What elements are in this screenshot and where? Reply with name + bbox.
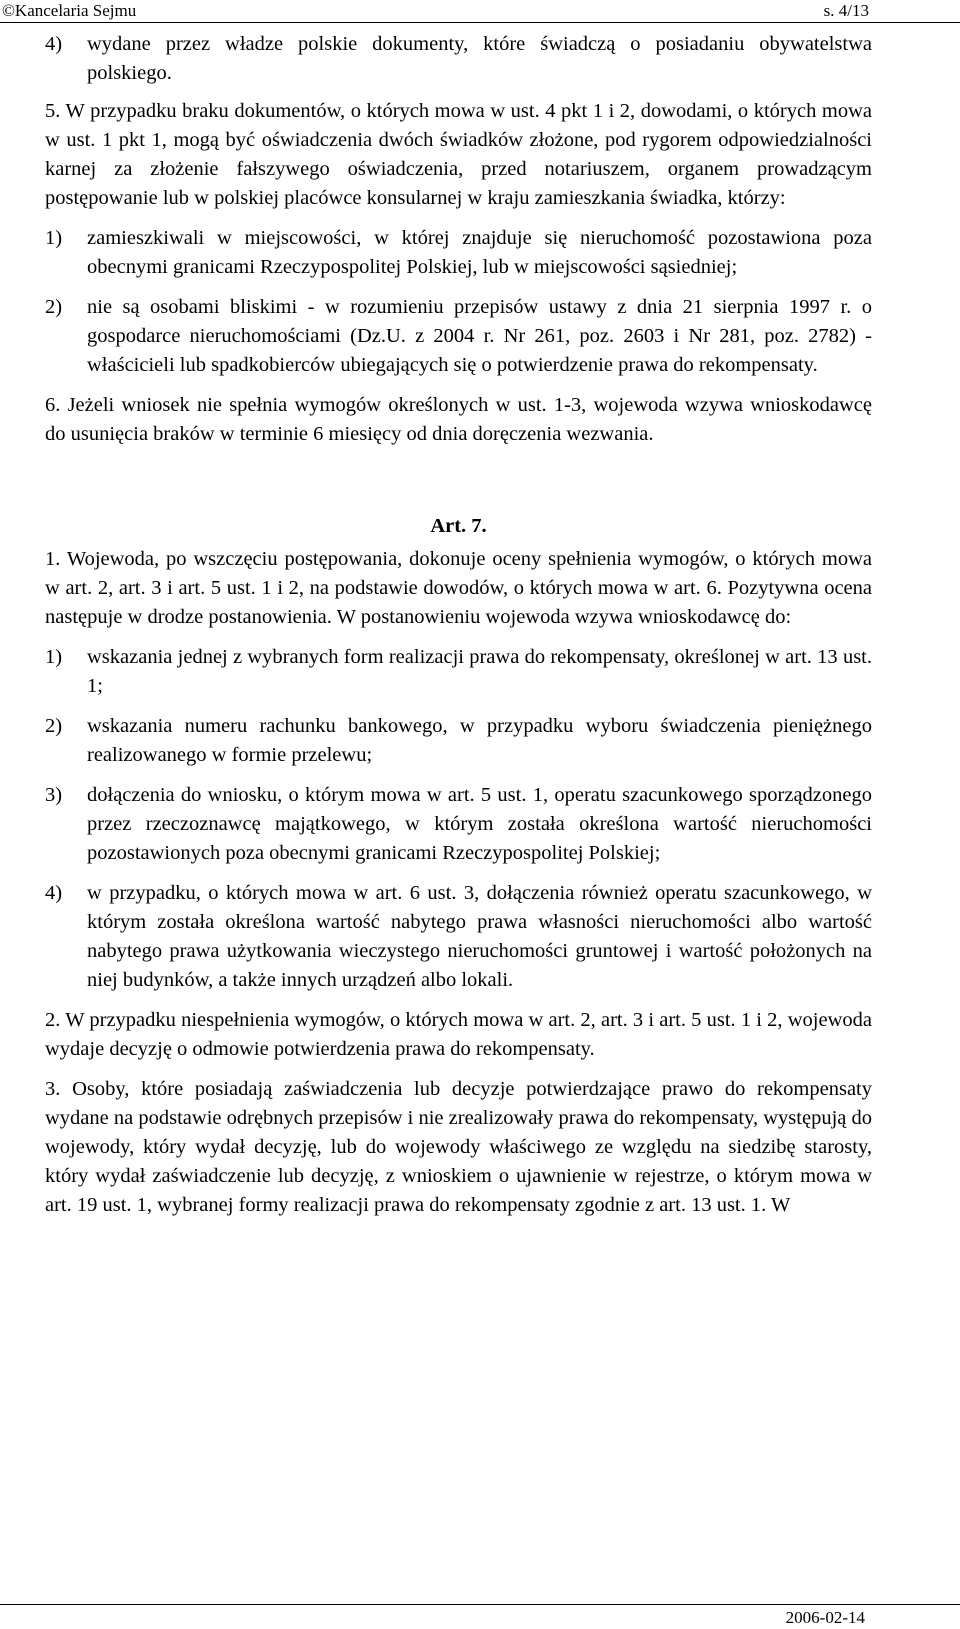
paragraph-text: Jeżeli wniosek nie spełnia wymogów określonych w ust. 1-3, wojewoda wzywa wnioskodawcę do usunięcia braków w terminie 6 miesięcy od dnia doręczenia wezwania.	[45, 394, 872, 445]
item-number: 2)	[45, 296, 63, 318]
page-header	[0, 0, 960, 23]
page-footer	[0, 1604, 960, 1629]
list-item	[45, 224, 872, 282]
list-item	[45, 643, 872, 701]
item-number: 4)	[45, 882, 63, 904]
paragraph-number: 2.	[45, 1009, 61, 1031]
document-body	[45, 30, 872, 1220]
item-text: wydane przez władze polskie dokumenty, które świadczą o posiadaniu obywatelstwa polskiego.	[87, 33, 872, 84]
paragraph-number: 6.	[45, 394, 61, 416]
paragraph-number: 5.	[45, 100, 61, 122]
item-number: 2)	[45, 715, 63, 737]
item-text: zamieszkiwali w miejscowości, w której znajduje się nieruchomość pozostawiona poza obecnymi granicami Rzeczypospolitej Polskiej, lub w miejscowości sąsiedniej;	[87, 227, 872, 278]
list-item	[45, 879, 872, 995]
item-number: 1)	[45, 646, 63, 668]
article-7-paragraph-1	[45, 545, 872, 632]
paragraph-text: Osoby, które posiadają zaświadczenia lub decyzje potwierdzające prawo do rekompensaty wydane na podstawie odrębnych przepisów i nie zrealizowały prawa do rekompensaty, występują do wojewody, który wydał decyzję, lub do wojewody właściwego ze względu na siedzibę starosty, który wydał zaświadczenie lub decyzję, z wnioskiem o ujawnienie w rejestrze, o którym mowa w art. 19 ust. 1, wybranej formy realizacji prawa do rekompensaty zgodnie z art. 13 ust. 1. W	[45, 1078, 872, 1216]
paragraph-text: Wojewoda, po wszczęciu postępowania, dokonuje oceny spełnienia wymogów, o których mowa w art. 2, art. 3 i art. 5 ust. 1 i 2, na podstawie dowodów, o których mowa w art. 6. Pozytywna ocena następuje w drodze postanowienia. W postanowieniu wojewoda wzywa wnioskodawcę do:	[45, 548, 872, 628]
paragraph-text: W przypadku braku dokumentów, o których mowa w ust. 4 pkt 1 i 2, dowodami, o których mowa w ust. 1 pkt 1, mogą być oświadczenia dwóch świadków złożone, pod rygorem odpowiedzialności karnej za złożenie fałszywego oświadczenia, przed notariuszem, organem prowadzącym postępowanie lub w polskiej placówce konsularnej w kraju zamieszkania świadka, którzy:	[45, 100, 872, 209]
paragraph-number: 1.	[45, 548, 61, 570]
item-text: wskazania jednej z wybranych form realizacji prawa do rekompensaty, określonej w art. 13 ust. 1;	[87, 646, 872, 697]
document-date: 2006-02-14	[785, 1608, 865, 1627]
item-number: 4)	[45, 33, 63, 55]
item-text: wskazania numeru rachunku bankowego, w przypadku wyboru świadczenia pieniężnego realizowanego w formie przelewu;	[87, 715, 872, 766]
paragraph-6	[45, 391, 872, 449]
list-item	[45, 30, 872, 88]
item-text: nie są osobami bliskimi - w rozumieniu przepisów ustawy z dnia 21 sierpnia 1997 r. o gospodarce nieruchomościami (Dz.U. z 2004 r. Nr 261, poz. 2603 i Nr 281, poz. 2782) - właścicieli lub spadkobierców ubiegających się o potwierdzenie prawa do rekompensaty.	[87, 296, 872, 376]
source-label: ©Kancelaria Sejmu	[2, 1, 137, 20]
article-7-paragraph-3	[45, 1075, 872, 1220]
item-number: 3)	[45, 784, 63, 806]
list-item	[45, 712, 872, 770]
item-number: 1)	[45, 227, 63, 249]
article-title: Art. 7.	[430, 515, 487, 537]
item-text: dołączenia do wniosku, o którym mowa w art. 5 ust. 1, operatu szacunkowego sporządzonego przez rzeczoznawcę majątkowego, w którym została określona wartość nieruchomości pozostawionych poza obecnymi granicami Rzeczypospolitej Polskiej;	[87, 784, 872, 864]
item-text: w przypadku, o których mowa w art. 6 ust. 3, dołączenia również operatu szacunkowego, w którym została określona wartość nabytego prawa własności nieruchomości albo wartość nabytego prawa użytkowania wieczystego nieruchomości gruntowej i wartość położonych na niej budynków, a także innych urządzeń albo lokali.	[87, 882, 872, 991]
paragraph-text: W przypadku niespełnienia wymogów, o których mowa w art. 2, art. 3 i art. 5 ust. 1 i 2, wojewoda wydaje decyzję o odmowie potwierdzenia prawa do rekompensaty.	[45, 1009, 872, 1060]
list-item	[45, 293, 872, 380]
article-7-paragraph-2	[45, 1006, 872, 1064]
list-item	[45, 781, 872, 868]
page-number: s. 4/13	[823, 1, 869, 20]
paragraph-number: 3.	[45, 1078, 61, 1100]
paragraph-5	[45, 97, 872, 213]
